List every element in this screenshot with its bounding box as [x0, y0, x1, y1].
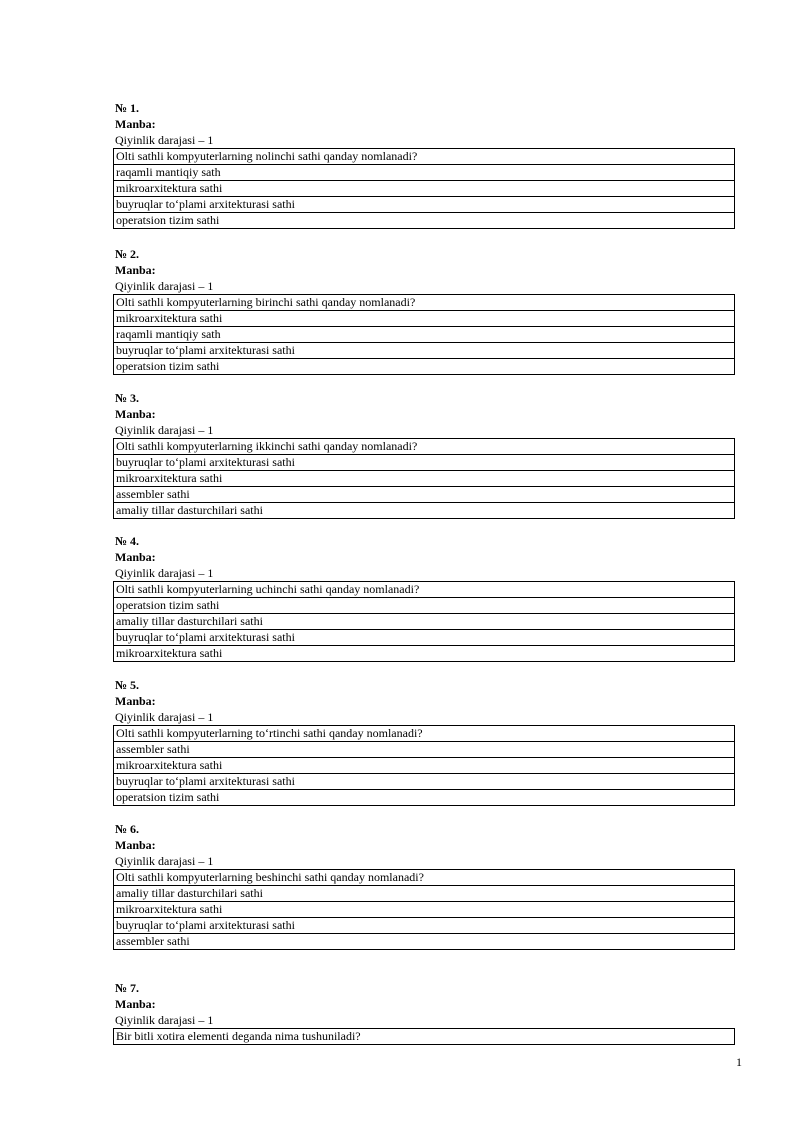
answer-option: amaliy tillar dasturchilari sathi — [114, 886, 735, 902]
question-row — [114, 870, 735, 886]
question-number: № 4. — [115, 534, 140, 548]
answer-row — [114, 774, 735, 790]
answer-row — [114, 471, 735, 487]
answer-row — [114, 934, 735, 950]
answer-row — [114, 343, 735, 359]
question-row — [114, 726, 735, 742]
answer-row — [114, 646, 735, 662]
answer-row — [114, 503, 735, 519]
answer-option: operatsion tizim sathi — [114, 790, 735, 806]
answer-row — [114, 790, 735, 806]
question-table — [113, 294, 735, 375]
question-text: Bir bitli xotira elementi deganda nima tushuniladi? — [114, 1029, 735, 1045]
answer-option: mikroarxitektura sathi — [114, 311, 735, 327]
question-block-2 — [113, 246, 735, 375]
answer-option: raqamli mantiqiy sath — [114, 327, 735, 343]
answer-option: assembler sathi — [114, 742, 735, 758]
question-text: Olti sathli kompyuterlarning ikkinchi sathi qanday nomlanadi? — [114, 439, 735, 455]
answer-option: operatsion tizim sathi — [114, 213, 735, 229]
answer-row — [114, 359, 735, 375]
answer-row — [114, 213, 735, 229]
question-table — [113, 581, 735, 662]
answer-option: mikroarxitektura sathi — [114, 471, 735, 487]
answer-row — [114, 165, 735, 181]
source-label: Manba: — [115, 263, 156, 277]
page-number: 1 — [736, 1055, 742, 1069]
difficulty-level: Qiyinlik darajasi – 1 — [115, 710, 214, 724]
question-number: № 1. — [115, 101, 140, 115]
answer-row — [114, 758, 735, 774]
question-number: № 5. — [115, 678, 140, 692]
question-table — [113, 148, 735, 229]
question-block-4 — [113, 533, 735, 662]
answer-row — [114, 918, 735, 934]
source-label: Manba: — [115, 997, 156, 1011]
answer-row — [114, 598, 735, 614]
question-block-5 — [113, 677, 735, 806]
question-row — [114, 295, 735, 311]
answer-row — [114, 311, 735, 327]
answer-option: mikroarxitektura sathi — [114, 646, 735, 662]
source-label: Manba: — [115, 407, 156, 421]
answer-option: amaliy tillar dasturchilari sathi — [114, 503, 735, 519]
answer-option: buyruqlar to‘plami arxitekturasi sathi — [114, 774, 735, 790]
answer-option: mikroarxitektura sathi — [114, 181, 735, 197]
answer-row — [114, 181, 735, 197]
question-block-3 — [113, 390, 735, 519]
answer-option: assembler sathi — [114, 487, 735, 503]
question-row — [114, 582, 735, 598]
source-label: Manba: — [115, 838, 156, 852]
question-number: № 6. — [115, 822, 140, 836]
question-table — [113, 725, 735, 806]
question-number: № 2. — [115, 247, 140, 261]
question-number: № 7. — [115, 981, 140, 995]
answer-option: assembler sathi — [114, 934, 735, 950]
question-text: Olti sathli kompyuterlarning uchinchi sathi qanday nomlanadi? — [114, 582, 735, 598]
answer-option: buyruqlar to‘plami arxitekturasi sathi — [114, 455, 735, 471]
difficulty-level: Qiyinlik darajasi – 1 — [115, 279, 214, 293]
answer-row — [114, 487, 735, 503]
question-row — [114, 149, 735, 165]
source-label: Manba: — [115, 694, 156, 708]
answer-option: operatsion tizim sathi — [114, 359, 735, 375]
difficulty-level: Qiyinlik darajasi – 1 — [115, 423, 214, 437]
question-table — [113, 1028, 735, 1045]
answer-row — [114, 886, 735, 902]
answer-row — [114, 742, 735, 758]
answer-option: buyruqlar to‘plami arxitekturasi sathi — [114, 630, 735, 646]
answer-option: buyruqlar to‘plami arxitekturasi sathi — [114, 343, 735, 359]
difficulty-level: Qiyinlik darajasi – 1 — [115, 133, 214, 147]
answer-row — [114, 902, 735, 918]
question-block-1 — [113, 100, 735, 229]
question-row — [114, 439, 735, 455]
question-block-6 — [113, 821, 735, 950]
answer-option: operatsion tizim sathi — [114, 598, 735, 614]
question-text: Olti sathli kompyuterlarning nolinchi sathi qanday nomlanadi? — [114, 149, 735, 165]
difficulty-level: Qiyinlik darajasi – 1 — [115, 566, 214, 580]
difficulty-level: Qiyinlik darajasi – 1 — [115, 854, 214, 868]
question-table — [113, 438, 735, 519]
question-table — [113, 869, 735, 950]
question-text: Olti sathli kompyuterlarning birinchi sathi qanday nomlanadi? — [114, 295, 735, 311]
answer-option: mikroarxitektura sathi — [114, 758, 735, 774]
difficulty-level: Qiyinlik darajasi – 1 — [115, 1013, 214, 1027]
question-number: № 3. — [115, 391, 140, 405]
source-label: Manba: — [115, 550, 156, 564]
question-block-7 — [113, 980, 735, 1045]
question-text: Olti sathli kompyuterlarning beshinchi sathi qanday nomlanadi? — [114, 870, 735, 886]
answer-option: raqamli mantiqiy sath — [114, 165, 735, 181]
answer-row — [114, 614, 735, 630]
question-text: Olti sathli kompyuterlarning to‘rtinchi sathi qanday nomlanadi? — [114, 726, 735, 742]
answer-row — [114, 197, 735, 213]
question-row — [114, 1029, 735, 1045]
answer-option: mikroarxitektura sathi — [114, 902, 735, 918]
answer-row — [114, 327, 735, 343]
answer-row — [114, 630, 735, 646]
answer-row — [114, 455, 735, 471]
answer-option: buyruqlar to‘plami arxitekturasi sathi — [114, 918, 735, 934]
source-label: Manba: — [115, 117, 156, 131]
answer-option: buyruqlar to‘plami arxitekturasi sathi — [114, 197, 735, 213]
answer-option: amaliy tillar dasturchilari sathi — [114, 614, 735, 630]
